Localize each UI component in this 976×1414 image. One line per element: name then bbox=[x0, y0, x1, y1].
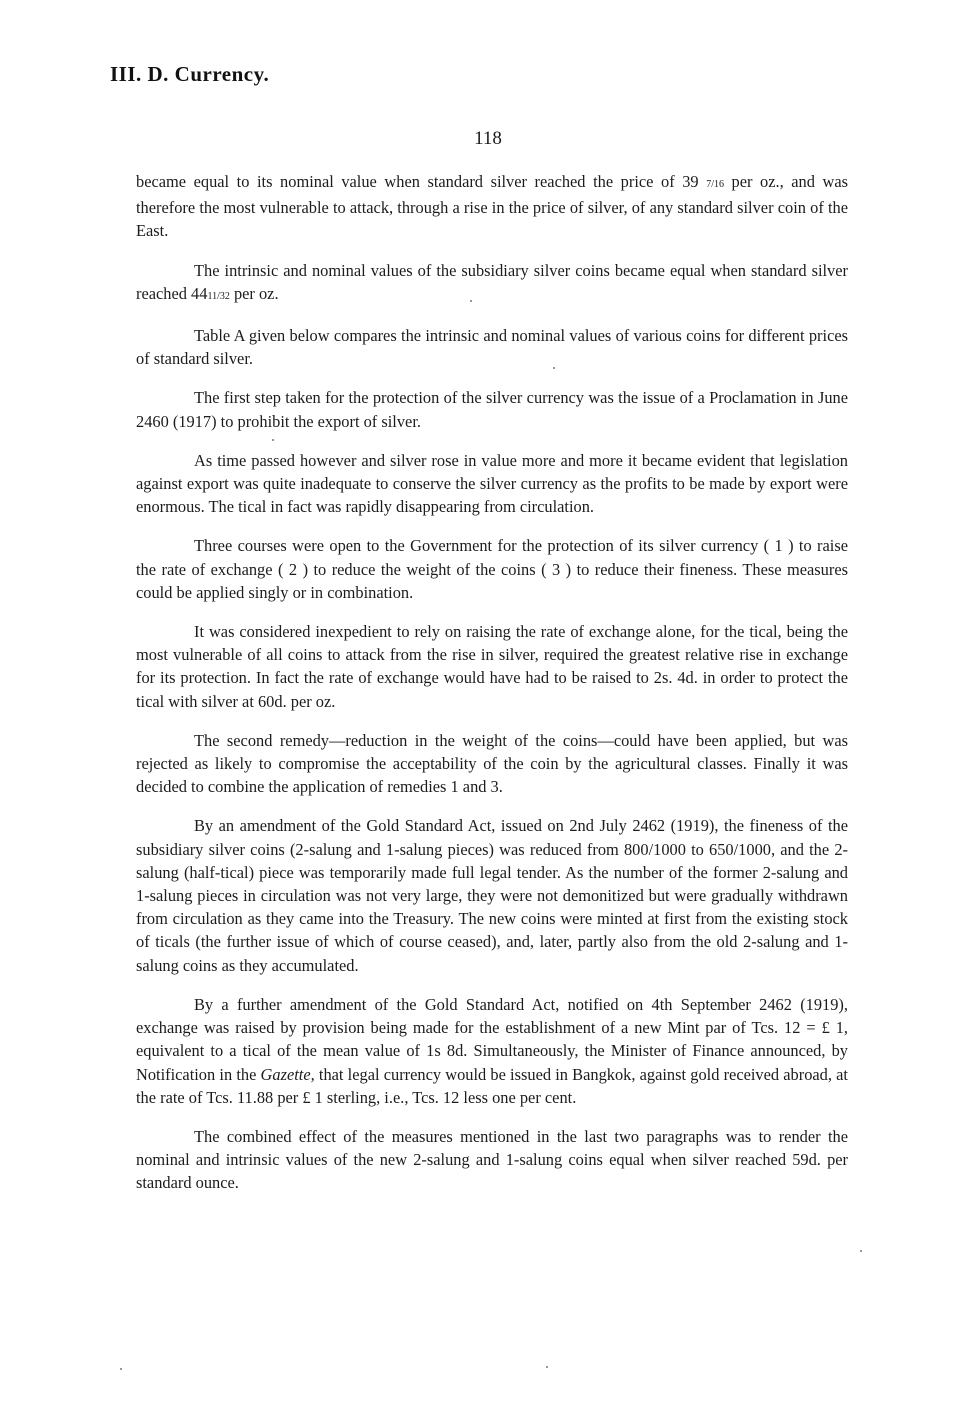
section-heading: III. D. Currency. bbox=[110, 62, 270, 86]
scan-speck bbox=[553, 367, 555, 369]
scan-speck bbox=[120, 1368, 122, 1370]
paragraph-7: It was considered inexpedient to rely on raising the rate of exchange alone, for the tical, being the most vulnerable of all coins to attack from the rise in silver, required the greatest relative rise in exchange for its protection. In fact the rate of exchange would have had to be raised to 2s. 4d. in order to protect the tical with silver at 60d. per oz. bbox=[136, 622, 848, 711]
page-number: 118 bbox=[474, 128, 502, 149]
paragraph-11: The combined effect of the measures mentioned in the last two paragraphs was to render the nominal and intrinsic values of the new 2-salung and 1-salung coins equal when silver reached 59d. per standard ounce. bbox=[136, 1126, 848, 1193]
paragraph-10 bbox=[136, 993, 848, 1109]
body-text bbox=[136, 170, 848, 1211]
scan-speck bbox=[860, 1250, 862, 1252]
fraction: 11/32 bbox=[207, 290, 230, 302]
paragraph-text: per oz., and was therefore the most vulnerable to attack, through a rise in the price of silver, of any standard silver coin of the East. bbox=[136, 172, 848, 241]
paragraph-8: The second remedy—reduction in the weight of the coins—could have been applied, but was rejected as likely to compromise the acceptability of the coin by the agricultural classes. Finally it was decided to combine the application of remedies 1 and 3. bbox=[136, 730, 848, 797]
fraction: 7/16 bbox=[706, 179, 724, 190]
paragraph-4: The first step taken for the protection of the silver currency was the issue of a Proclamation in June 2460 (1917) to prohibit the export of silver. bbox=[136, 388, 848, 431]
gazette-title: Gazette, bbox=[260, 1064, 315, 1084]
paragraph-text: that legal currency would be issued in Bangkok, against gold received abroad, at the rate of Tcs. 11.88 per £ 1 sterling, i.e., Tcs. 12 less one per cent. bbox=[136, 1064, 848, 1107]
scan-speck bbox=[272, 439, 274, 441]
paragraph-2 bbox=[136, 259, 848, 308]
paragraph-text: became equal to its nominal value when standard silver reached the price of 39 bbox=[136, 172, 707, 191]
paragraph-1 bbox=[136, 170, 848, 243]
paragraph-text: per oz. bbox=[229, 283, 279, 303]
paragraph-6: Three courses were open to the Government for the protection of its silver currency ( 1 ) to raise the rate of exchange ( 2 ) to reduce the weight of the coins ( 3 ) to reduce their fineness. These measures could be applied singly or in combination. bbox=[136, 536, 848, 602]
paragraph-text: By a further amendment of the Gold Standard Act, notified on 4th September 2462 (1919), exchange was raised by provision being made for the establishment of a new Mint par of Tcs. 12 = £ 1, equivalent to a tical of the mean value of 1s 8d. Simultaneously, the Minister of Finance announced, by Notification in the bbox=[136, 994, 848, 1084]
paragraph-3: Table A given below compares the intrinsic and nominal values of various coins for different prices of standard silver. bbox=[136, 326, 848, 369]
paragraph-9: By an amendment of the Gold Standard Act, issued on 2nd July 2462 (1919), the fineness of the subsidiary silver coins (2-salung and 1-salung pieces) was reduced from 800/1000 to 650/1000, and the 2-salung (half-tical) piece was temporarily made full legal tender. As the number of the former 2-salung and 1-salung pieces in circulation was not very large, they were not demonitized but were gradually withdrawn from circulation as they came into the Treasury. The new coins were minted at first from the existing stock of ticals (the further issue of which of course ceased), and, later, partly also from the old 2-salung and 1-salung coins as they accumulated. bbox=[136, 816, 848, 975]
paragraph-text: The intrinsic and nominal values of the subsidiary silver coins became equal when standard silver reached 44 bbox=[136, 260, 848, 303]
paragraph-5: As time passed however and silver rose in value more and more it became evident that legislation against export was quite inadequate to conserve the silver currency as the profits to be made by export were enormous. The tical in fact was rapidly disappearing from circulation. bbox=[136, 450, 848, 517]
scan-speck bbox=[470, 300, 472, 302]
scan-speck bbox=[546, 1366, 548, 1368]
